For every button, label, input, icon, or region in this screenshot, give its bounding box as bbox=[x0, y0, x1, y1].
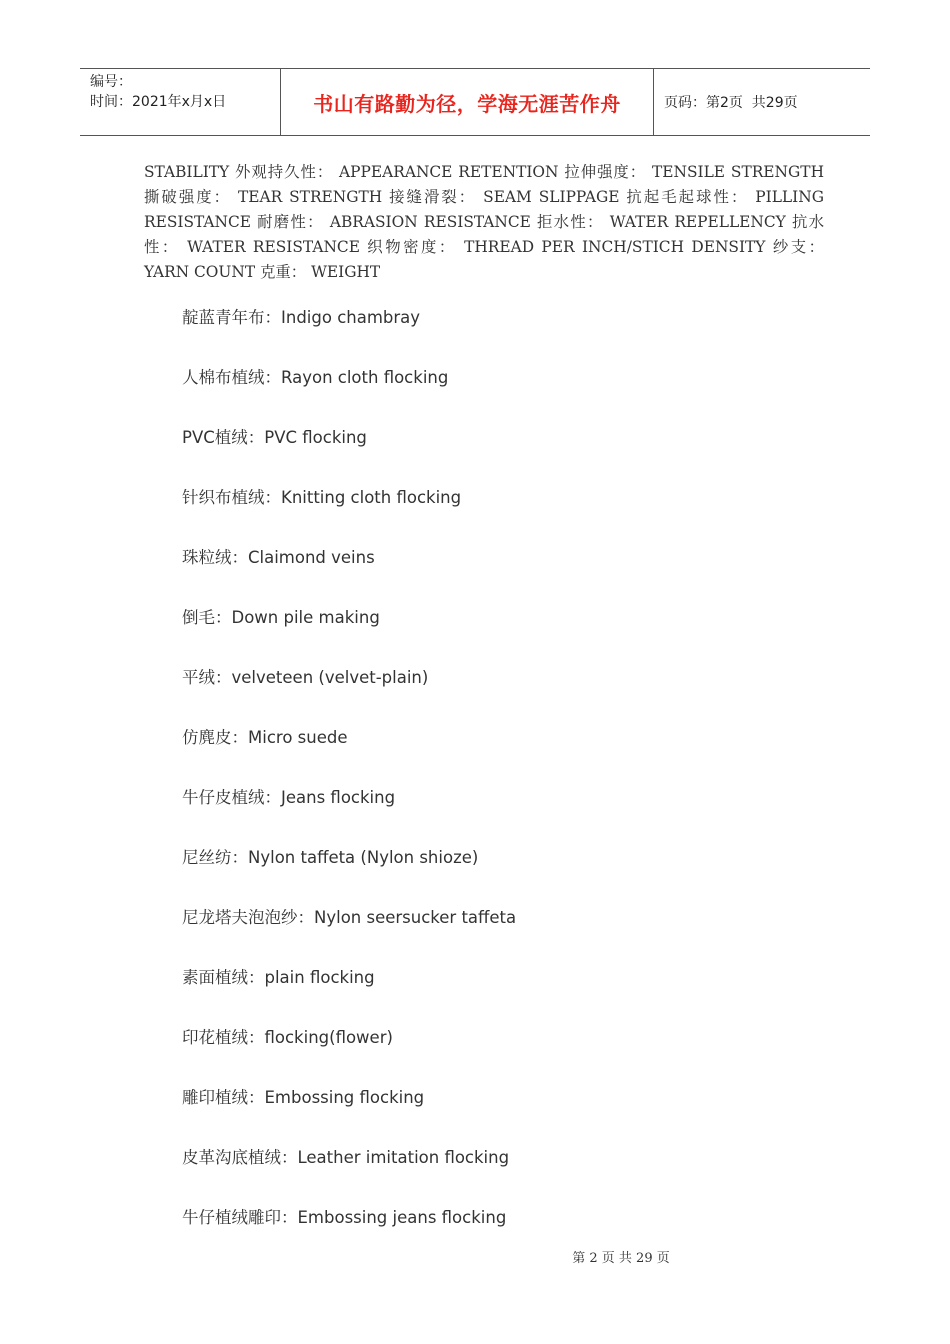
list-item: 尼龙塔夫泡泡纱：Nylon seersucker taffeta bbox=[182, 908, 517, 927]
list-item: 皮革沟底植绒：Leather imitation flocking bbox=[182, 1148, 510, 1167]
list-item: 倒毛：Down pile making bbox=[182, 608, 380, 627]
list-item: 靛蓝青年布：Indigo chambray bbox=[182, 308, 421, 327]
page-footer: 第 2 页 共 29 页 bbox=[572, 1251, 670, 1266]
term-list bbox=[182, 307, 516, 1267]
header-meta-cell bbox=[80, 69, 281, 135]
list-item: 印花植绒：flocking(flower) bbox=[182, 1028, 393, 1047]
document-number-label: 编号： bbox=[90, 74, 132, 90]
list-item: 牛仔植绒雕印：Embossing jeans flocking bbox=[182, 1208, 507, 1227]
list-item: 平绒：velveteen (velvet-plain) bbox=[182, 668, 429, 687]
list-item: PVC植绒：PVC flocking bbox=[182, 428, 367, 447]
document-time-label: 时间：2021年x月x日 bbox=[90, 94, 227, 110]
list-item: 人棉布植绒：Rayon cloth flocking bbox=[182, 368, 449, 387]
glossary-paragraph: STABILITY 外观持久性： APPEARANCE RETENTION 拉伸强度： TENSILE STRENGTH 撕破强度： TEAR STRENGTH 接缝滑裂： SEAM SLIPPAGE 抗起毛起球性： PILLING RESISTANCE 耐磨性： ABRASION RESISTANCE 拒水性： WATER REPELLENCY 抗水性： WATER RESISTANCE 织物密度： THREAD PER INCH/STICH DENSITY 纱支： YARN COUNT 克重： WEIGHT bbox=[144, 163, 824, 281]
list-item: 雕印植绒：Embossing flocking bbox=[182, 1088, 425, 1107]
list-item: 针织布植绒：Knitting cloth flocking bbox=[182, 488, 462, 507]
list-item: 尼丝纺：Nylon taffeta (Nylon shioze) bbox=[182, 848, 479, 867]
header-motto: 书山有路勤为径，学海无涯苦作舟 bbox=[281, 69, 654, 135]
list-item: 牛仔皮植绒：Jeans flocking bbox=[182, 788, 396, 807]
header-page-number: 页码：第2页 共29页 bbox=[664, 95, 798, 111]
list-item: 素面植绒：plain flocking bbox=[182, 968, 375, 987]
list-item: 仿麂皮：Micro suede bbox=[182, 728, 348, 747]
document-header bbox=[80, 68, 870, 136]
list-item: 珠粒绒：Claimond veins bbox=[182, 548, 375, 567]
